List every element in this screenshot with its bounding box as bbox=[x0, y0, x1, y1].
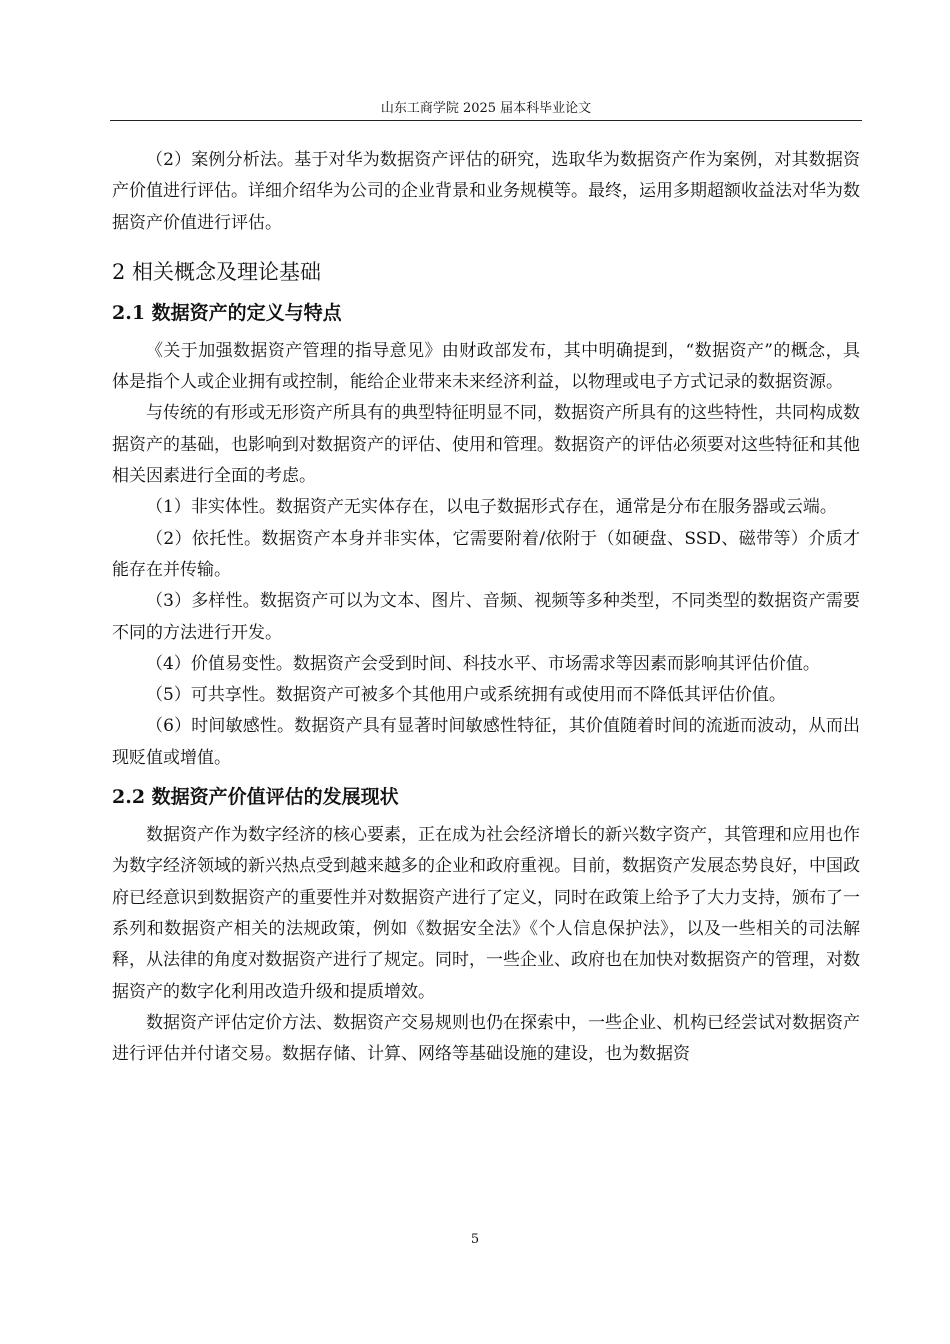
page-body bbox=[112, 145, 860, 1070]
paragraph: 《关于加强数据资产管理的指导意见》由财政部发布，其中明确提到，“数据资产”的概念，具体是指个人或企业拥有或控制，能给企业带来未来经济利益，以物理或电子方式记录的数据资源。 bbox=[112, 340, 860, 393]
header-divider bbox=[110, 120, 862, 121]
paragraph: 与传统的有形或无形资产所具有的典型特征明显不同，数据资产所具有的这些特性，共同构成数据资产的基础，也影响到对数据资产的评估、使用和管理。数据资产的评估必须要对这些特征和其他相关因素进行全面的考虑。 bbox=[112, 403, 860, 487]
list-item-paragraph: （2）依托性。数据资产本身并非实体，它需要附着/依附于（如硬盘、SSD、磁带等）介质才能存在并传输。 bbox=[112, 528, 860, 580]
section-2-2-heading: 2.2 数据资产价值评估的发展现状 bbox=[112, 786, 399, 809]
chapter-heading: 2 相关概念及理论基础 bbox=[112, 259, 322, 284]
list-item-paragraph: （4）价值易变性。数据资产会受到时间、科技水平、市场需求等因素而影响其评估价值。 bbox=[146, 653, 820, 674]
page-number: 5 bbox=[470, 1232, 480, 1247]
running-header: 山东工商学院 2025 届本科毕业论文 bbox=[380, 101, 592, 116]
paragraph: 数据资产评估定价方法、数据资产交易规则也仍在探索中，一些企业、机构已经尝试对数据资产进行评估并付诸交易。数据存储、计算、网络等基础设施的建设，也为数据资 bbox=[112, 1012, 860, 1065]
list-item-paragraph: （5）可共享性。数据资产可被多个其他用户或系统拥有或使用而不降低其评估价值。 bbox=[146, 685, 786, 706]
paragraph: 数据资产作为数字经济的核心要素，正在成为社会经济增长的新兴数字资产，其管理和应用也作为数字经济领域的新兴热点受到越来越多的企业和政府重视。目前，数据资产发展态势良好，中国政府已经意识到数据资产的重要性并对数据资产进行了定义，同时在政策上给予了大力支持，颁布了一系列和数据资产相关的法规政策，例如《数据安全法》《个人信息保护法》，以及一些相关的司法解释，从法律的角度对数据资产进行了规定。同时，一些企业、政府也在加快对数据资产的管理，对数据资产的数字化利用改造升级和提质增效。 bbox=[112, 825, 860, 1002]
list-item-paragraph: （1）非实体性。数据资产无实体存在，以电子数据形式存在，通常是分布在服务器或云端。 bbox=[146, 497, 837, 518]
section-2-1-heading: 2.1 数据资产的定义与特点 bbox=[112, 301, 342, 324]
list-item-paragraph: （3）多样性。数据资产可以为文本、图片、音频、视频等多种类型，不同类型的数据资产需要不同的方法进行开发。 bbox=[112, 591, 860, 643]
list-item-paragraph: （6）时间敏感性。数据资产具有显著时间敏感性特征，其价值随着时间的流逝而波动，从而出现贬值或增值。 bbox=[112, 716, 860, 768]
intro-paragraph: （2）案例分析法。基于对华为数据资产评估的研究，选取华为数据资产作为案例，对其数据资产价值进行评估。详细介绍华为公司的企业背景和业务规模等。最终，运用多期超额收益法对华为数据资产价值进行评估。 bbox=[112, 150, 860, 233]
